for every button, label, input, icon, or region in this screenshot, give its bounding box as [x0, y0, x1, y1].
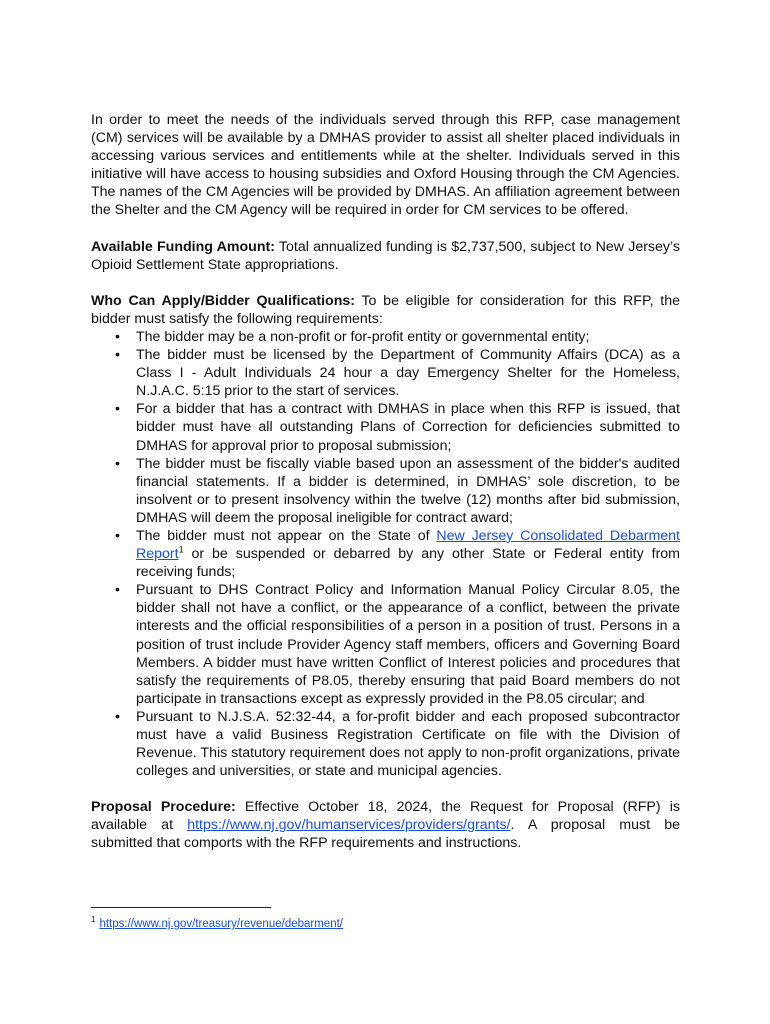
requirement-text: Pursuant to DHS Contract Policy and Information Manual Policy Circular 8.05, the bidder shall not have a conflict, or the appearance of a conflict, between the private interests and the official responsibilities of a person in a position of trust. Persons in a position of trust include Provider Agency staff members, officers and Governing Board Members. A bidder must have written Conflict of Interest policies and procedures that satisfy the requirements of P8.05, thereby ensuring that paid Board members do not participate in transactions except as expressly provided in the P8.05 circular; and	[136, 582, 680, 707]
document-body	[91, 111, 680, 853]
list-item	[91, 400, 680, 454]
footnote-divider	[91, 907, 271, 908]
bullet-icon: •	[115, 708, 120, 725]
requirement-text: The bidder must be fiscally viable based upon an assessment of the bidder's audited financial statements. If a bidder is determined, in DMHAS’ sole discretion, to be insolvent or to present insolvency within the twelve (12) months after bid submission, DMHAS will deem the proposal ineligible for contract award;	[136, 455, 680, 526]
intro-paragraph: In order to meet the needs of the individuals served through this RFP, case management (CM) services will be available by a DMHAS provider to assist all shelter placed individuals in accessing various services and entitlements while at the shelter. Individuals served in this initiative will have access to housing subsidies and Oxford Housing through the CM Agencies. The names of the CM Agencies will be provided by DMHAS. An affiliation agreement between the Shelter and the CM Agency will be required in order for CM services to be offered.	[91, 112, 680, 219]
procedure-text-after: . A proposal must be submitted that comports with the RFP requirements and instructions.	[91, 817, 680, 852]
funding-text: Total annualized funding is $2,737,500, subject to New Jersey’s Opioid Settlement State appropriations.	[91, 238, 680, 273]
requirement-text: The bidder may be a non-profit or for-profit entity or governmental entity;	[136, 328, 590, 345]
qualifications-paragraph	[91, 292, 680, 328]
footnote-marker: 1	[91, 915, 96, 925]
bullet-icon: •	[115, 347, 120, 364]
qualifications-intro: To be eligible for consideration for this RFP, the bidder must satisfy the following requirements:	[91, 292, 680, 327]
funding-paragraph	[91, 238, 680, 274]
debarment-report-link[interactable]: New Jersey Consolidated Debarment Report	[136, 527, 681, 563]
requirement-text-before: The bidder must not appear on the State of	[136, 527, 437, 544]
list-item	[91, 581, 680, 708]
bullet-icon: •	[115, 455, 120, 472]
procedure-heading: Proposal Procedure:	[91, 799, 236, 816]
requirements-list	[91, 328, 680, 780]
qualifications-heading: Who Can Apply/Bidder Qualifications:	[91, 292, 355, 309]
requirement-text-after: or be suspended or debarred by any other State or Federal entity from receiving funds;	[136, 546, 680, 581]
list-item	[91, 527, 680, 581]
footnote-debarment-link[interactable]: https://www.nj.gov/treasury/revenue/debarment/	[99, 918, 343, 930]
bullet-icon: •	[115, 328, 120, 345]
paragraph-gap	[91, 220, 680, 238]
footnote	[91, 917, 343, 931]
bullet-icon: •	[115, 401, 120, 418]
paragraph-gap	[91, 274, 680, 292]
requirement-text: Pursuant to N.J.S.A. 52:32-44, a for-profit bidder and each proposed subcontractor must have a valid Business Registration Certificate on file with the Division of Revenue. This statutory requirement does not apply to non-profit organizations, private colleges and universities, or state and municipal agencies.	[136, 708, 680, 780]
paragraph-gap	[91, 780, 680, 798]
bullet-icon: •	[115, 582, 120, 599]
bullet-icon: •	[115, 527, 120, 544]
procedure-paragraph	[91, 798, 680, 852]
list-item	[91, 455, 680, 527]
requirement-text: The bidder must be licensed by the Department of Community Affairs (DCA) as a Class I - Adult Individuals 24 hour a day Emergency Shelter for the Homeless, N.J.A.C. 5:15 prior to the start of services.	[136, 347, 680, 400]
funding-heading: Available Funding Amount:	[91, 238, 275, 255]
list-item	[91, 708, 680, 780]
procedure-text-before: Effective October 18, 2024, the Request for Proposal (RFP) is available at	[91, 799, 680, 834]
list-item	[91, 328, 680, 346]
footnote-reference: 1	[178, 544, 184, 555]
list-item	[91, 346, 680, 400]
requirement-text: For a bidder that has a contract with DMHAS in place when this RFP is issued, that bidder must have all outstanding Plans of Correction for deficiencies submitted to DMHAS for approval prior to proposal submission;	[136, 401, 680, 454]
grants-link[interactable]: https://www.nj.gov/humanservices/providers/grants/	[187, 817, 511, 834]
